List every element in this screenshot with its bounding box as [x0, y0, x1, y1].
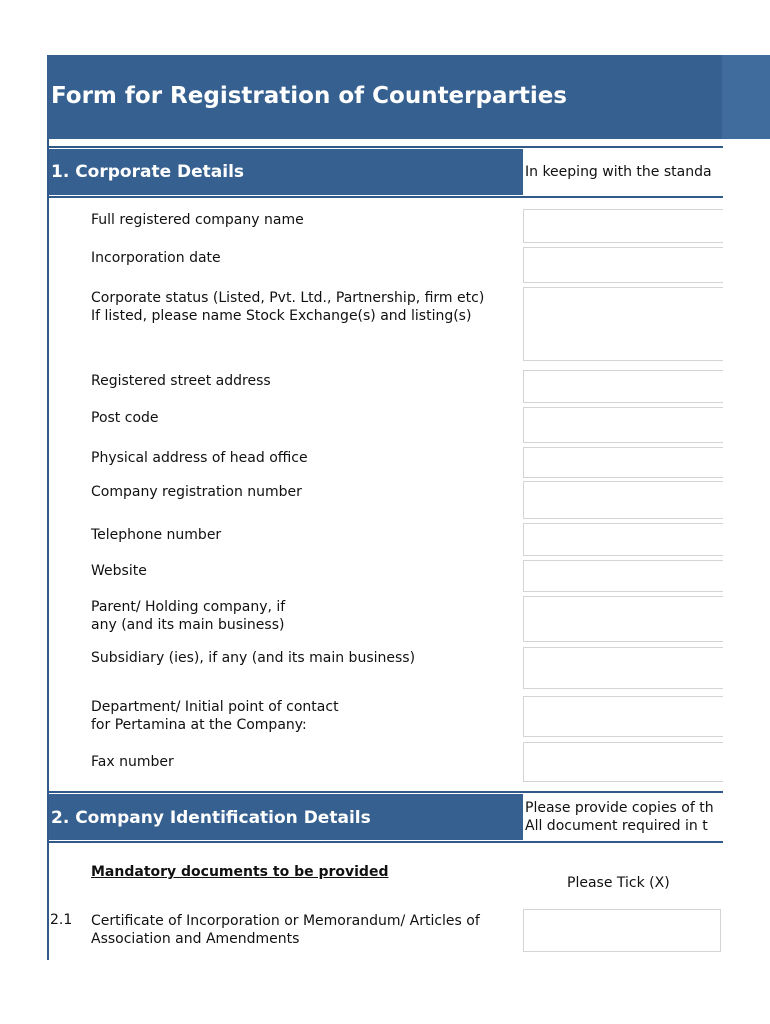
item-number: 2.1 [50, 912, 73, 928]
parent-company-input[interactable] [523, 596, 723, 642]
field-label-contact-department: Department/ Initial point of contact for Pertamina at the Company: [91, 699, 339, 733]
street-address-input[interactable] [523, 370, 723, 403]
field-label-head-office: Physical address of head office [91, 450, 308, 466]
section-2-top-rule [49, 791, 723, 793]
subsidiaries-input[interactable] [523, 647, 723, 689]
section-2-heading-bar [49, 794, 523, 840]
field-label-subsidiaries: Subsidiary (ies), if any (and its main business) [91, 650, 416, 666]
head-office-input[interactable] [523, 447, 723, 478]
section-2-bottom-rule [49, 841, 723, 843]
incorporation-date-input[interactable] [523, 247, 723, 283]
section-1-top-rule [49, 146, 723, 148]
section-2-heading: 2. Company Identification Details [51, 808, 371, 828]
field-label-street-address: Registered street address [91, 373, 271, 389]
registration-number-input[interactable] [523, 481, 723, 519]
field-label-fax: Fax number [91, 754, 174, 770]
field-label-incorporation-date: Incorporation date [91, 250, 221, 266]
field-label-corporate-status: Corporate status (Listed, Pvt. Ltd., Partnership, firm etc) If listed, please name Stock Exchange(s) and listing(s) [91, 290, 485, 324]
field-label-post-code: Post code [91, 410, 159, 426]
field-label-telephone: Telephone number [91, 527, 222, 543]
section-1-heading: 1. Corporate Details [51, 162, 245, 182]
corporate-status-input[interactable] [523, 287, 723, 361]
section-1-bottom-rule [49, 196, 723, 198]
mandatory-documents-heading: Mandatory documents to be provided [91, 864, 389, 880]
telephone-input[interactable] [523, 523, 723, 556]
fax-input[interactable] [523, 742, 723, 782]
post-code-input[interactable] [523, 407, 723, 443]
field-label-website: Website [91, 563, 147, 579]
certificate-tick-box[interactable] [523, 909, 721, 952]
company-name-input[interactable] [523, 209, 723, 243]
tick-column-header: Please Tick (X) [567, 875, 670, 891]
field-label-registration-number: Company registration number [91, 484, 302, 500]
item-label-certificate: Certificate of Incorporation or Memorandum/ Articles of Association and Amendments [91, 913, 480, 947]
field-label-parent-company: Parent/ Holding company, if any (and its main business) [91, 599, 286, 633]
title-bar [47, 55, 770, 139]
website-input[interactable] [523, 560, 723, 592]
title-bar-extension [722, 55, 770, 139]
form-title: Form for Registration of Counterparties [51, 83, 567, 109]
section-2-note: Please provide copies of th All document required in t [525, 800, 714, 834]
section-1-note [523, 149, 723, 195]
contact-department-input[interactable] [523, 696, 723, 737]
section-1-note-text: In keeping with the standa [525, 164, 712, 180]
section-1-heading-bar [49, 149, 523, 195]
field-label-company-name: Full registered company name [91, 212, 304, 228]
